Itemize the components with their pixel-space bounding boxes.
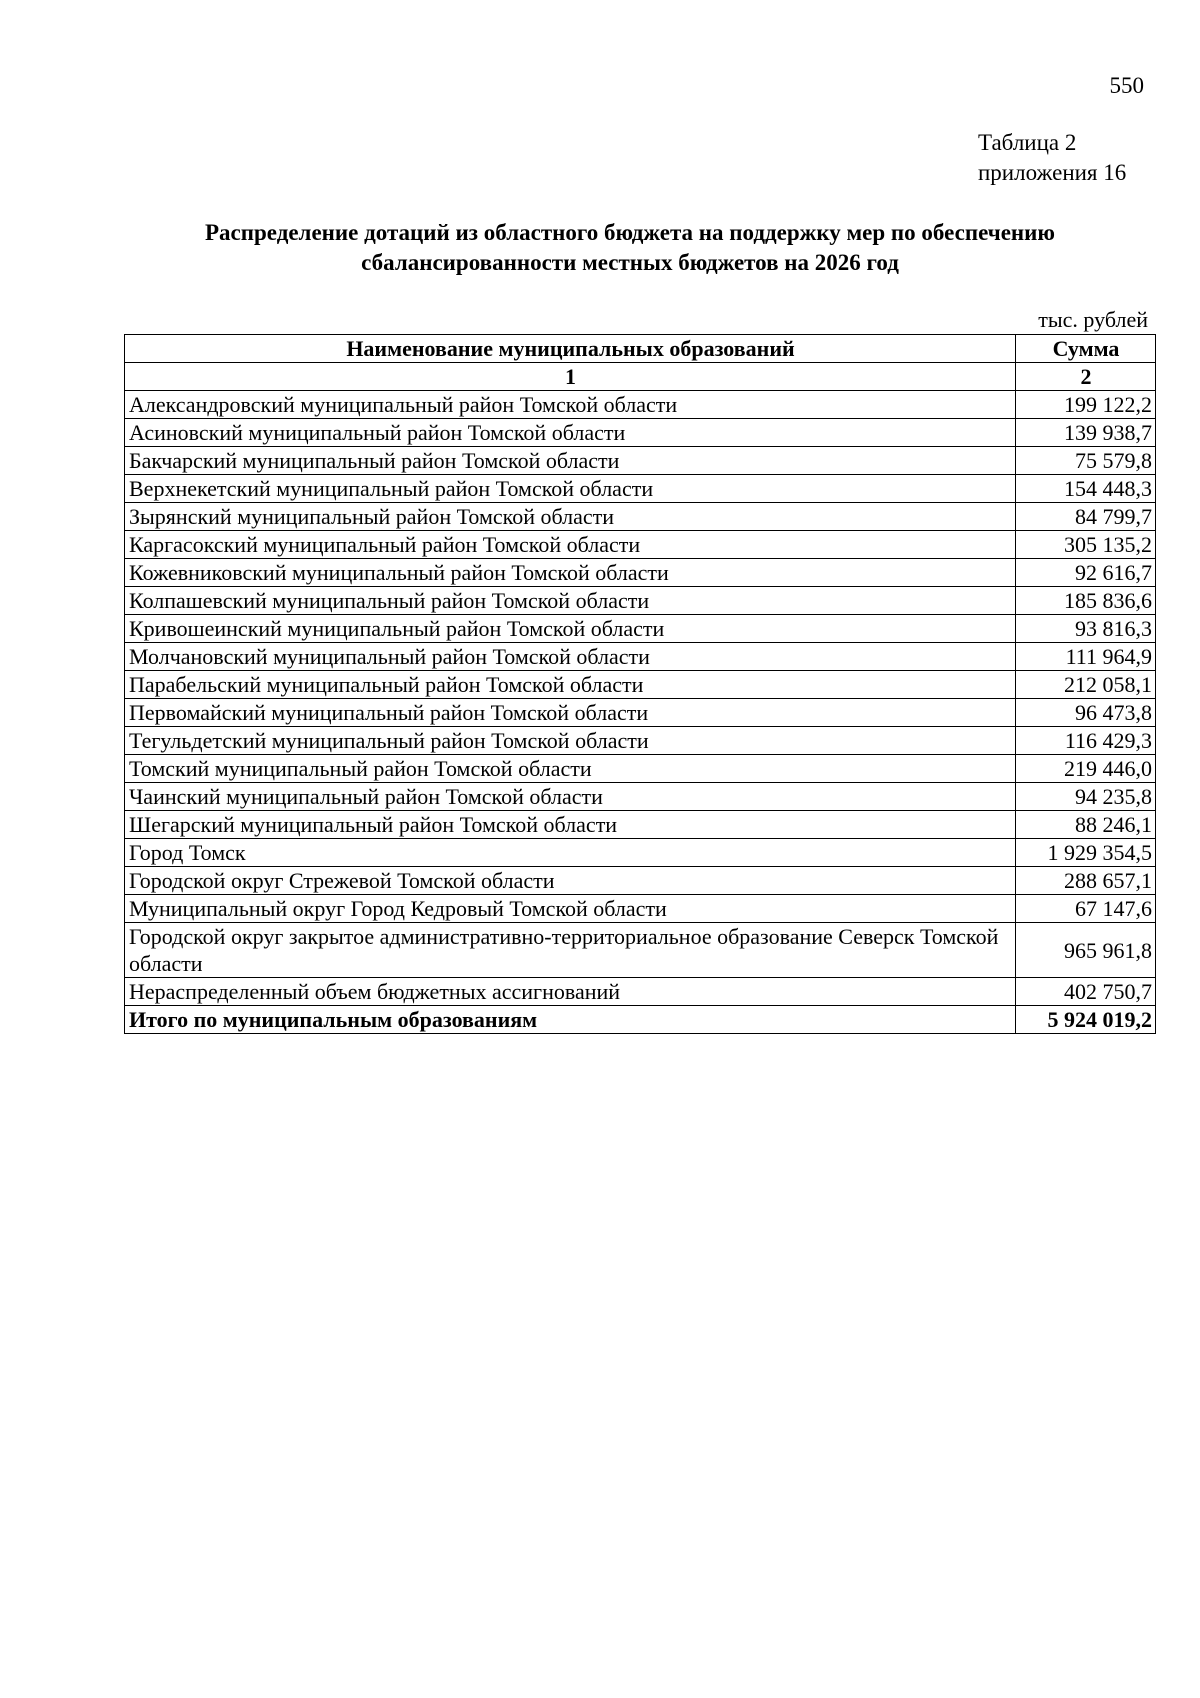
document-title-line-2: сбалансированности местных бюджетов на 2026 год [361, 250, 899, 275]
table-reference-line-2: приложения 16 [978, 160, 1127, 185]
total-amount: 5 924 019,2 [1016, 1006, 1156, 1034]
column-number-row [125, 363, 1156, 391]
municipality-name: Город Томск [125, 839, 1016, 867]
subsidy-amount: 96 473,8 [1016, 699, 1156, 727]
table-row [125, 755, 1156, 783]
table-row [125, 615, 1156, 643]
municipality-name: Каргасокский муниципальный район Томской области [125, 531, 1016, 559]
municipality-name: Верхнекетский муниципальный район Томской области [125, 475, 1016, 503]
table-body [125, 391, 1156, 1006]
municipality-name: Кожевниковский муниципальный район Томской области [125, 559, 1016, 587]
municipality-name: Городской округ Стрежевой Томской области [125, 867, 1016, 895]
subsidy-amount: 94 235,8 [1016, 783, 1156, 811]
municipality-name: Молчановский муниципальный район Томской области [125, 643, 1016, 671]
municipality-name: Шегарский муниципальный район Томской области [125, 811, 1016, 839]
table-row [125, 503, 1156, 531]
document-title [120, 218, 1140, 278]
column-number-1: 1 [125, 363, 1016, 391]
municipality-name: Муниципальный округ Город Кедровый Томской области [125, 895, 1016, 923]
subsidy-amount: 288 657,1 [1016, 867, 1156, 895]
municipality-name: Асиновский муниципальный район Томской области [125, 419, 1016, 447]
table-row [125, 895, 1156, 923]
municipality-name: Городской округ закрытое административно-территориальное образование Северск Томской области [125, 923, 1016, 978]
subsidy-distribution-table [124, 334, 1156, 1034]
table-row [125, 867, 1156, 895]
municipality-name: Чаинский муниципальный район Томской области [125, 783, 1016, 811]
municipality-name: Первомайский муниципальный район Томской области [125, 699, 1016, 727]
subsidy-amount: 88 246,1 [1016, 811, 1156, 839]
table-reference [978, 128, 1126, 188]
column-number-2: 2 [1016, 363, 1156, 391]
table-row [125, 559, 1156, 587]
subsidy-amount: 67 147,6 [1016, 895, 1156, 923]
subsidy-amount: 305 135,2 [1016, 531, 1156, 559]
municipality-name: Парабельский муниципальный район Томской области [125, 671, 1016, 699]
table-header-row [125, 335, 1156, 363]
table-row [125, 839, 1156, 867]
subsidy-amount: 219 446,0 [1016, 755, 1156, 783]
subsidy-amount: 116 429,3 [1016, 727, 1156, 755]
document-title-line-1: Распределение дотаций из областного бюджета на поддержку мер по обеспечению [205, 220, 1055, 245]
total-label: Итого по муниципальным образованиям [125, 1006, 1016, 1034]
table-row [125, 978, 1156, 1006]
subsidy-amount: 84 799,7 [1016, 503, 1156, 531]
table-row [125, 727, 1156, 755]
table-row [125, 447, 1156, 475]
table-row [125, 587, 1156, 615]
table-row [125, 419, 1156, 447]
table-reference-line-1: Таблица 2 [978, 130, 1077, 155]
table-row [125, 671, 1156, 699]
table-row [125, 531, 1156, 559]
municipality-name: Колпашевский муниципальный район Томской области [125, 587, 1016, 615]
subsidy-amount: 75 579,8 [1016, 447, 1156, 475]
page-number: 550 [1109, 73, 1144, 98]
subsidy-amount: 1 929 354,5 [1016, 839, 1156, 867]
subsidy-amount: 154 448,3 [1016, 475, 1156, 503]
header-amount: Сумма [1016, 335, 1156, 363]
subsidy-amount: 212 058,1 [1016, 671, 1156, 699]
municipality-name: Кривошеинский муниципальный район Томской области [125, 615, 1016, 643]
municipality-name: Зырянский муниципальный район Томской области [125, 503, 1016, 531]
table-row [125, 475, 1156, 503]
municipality-name: Нераспределенный объем бюджетных ассигнований [125, 978, 1016, 1006]
table-row [125, 811, 1156, 839]
municipality-name: Александровский муниципальный район Томской области [125, 391, 1016, 419]
table-row [125, 643, 1156, 671]
total-row [125, 1006, 1156, 1034]
units-label: тыс. рублей [1038, 307, 1148, 332]
municipality-name: Тегульдетский муниципальный район Томской области [125, 727, 1016, 755]
subsidy-amount: 199 122,2 [1016, 391, 1156, 419]
municipality-name: Томский муниципальный район Томской области [125, 755, 1016, 783]
subsidy-amount: 93 816,3 [1016, 615, 1156, 643]
table-row [125, 391, 1156, 419]
table-row [125, 783, 1156, 811]
subsidy-amount: 185 836,6 [1016, 587, 1156, 615]
subsidy-amount: 92 616,7 [1016, 559, 1156, 587]
table-row [125, 923, 1156, 978]
subsidy-amount: 402 750,7 [1016, 978, 1156, 1006]
municipality-name: Бакчарский муниципальный район Томской области [125, 447, 1016, 475]
subsidy-amount: 965 961,8 [1016, 923, 1156, 978]
subsidy-amount: 111 964,9 [1016, 643, 1156, 671]
header-municipality: Наименование муниципальных образований [125, 335, 1016, 363]
table-row [125, 699, 1156, 727]
subsidy-amount: 139 938,7 [1016, 419, 1156, 447]
